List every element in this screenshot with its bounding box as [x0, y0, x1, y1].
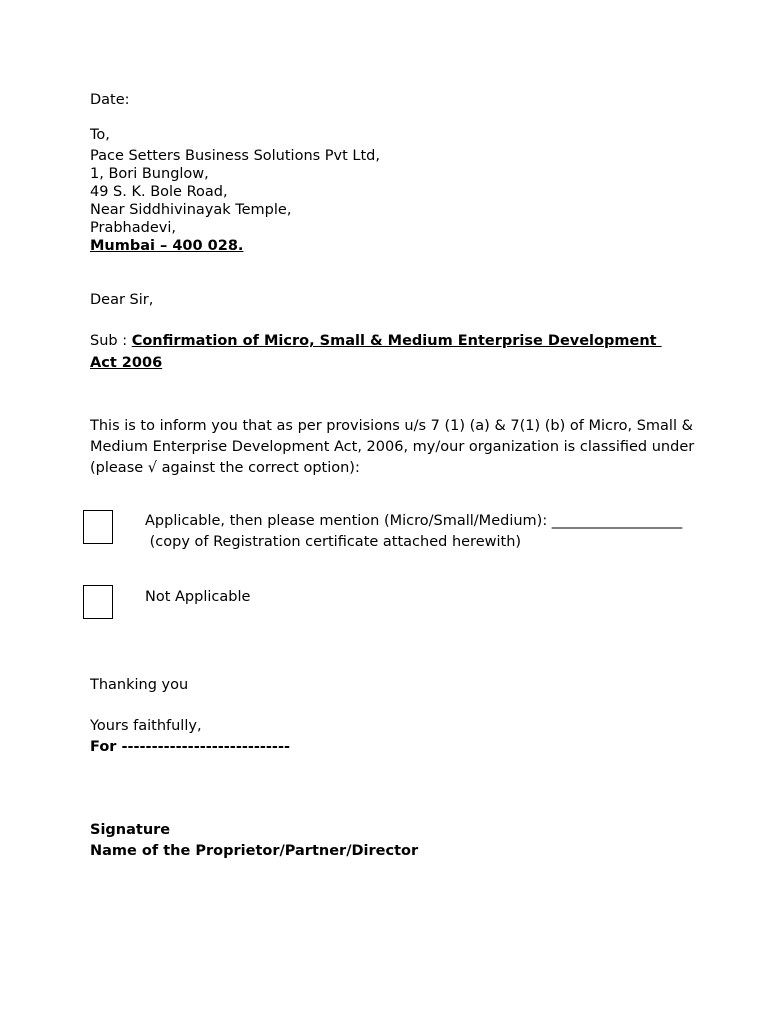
subject-line: [90, 333, 662, 349]
subject-title-continued: Act 2006: [90, 355, 163, 371]
signatory-name-label: Name of the Proprietor/Partner/Director: [90, 843, 419, 859]
address-line: 49 S. K. Bole Road,: [90, 184, 228, 200]
to-label: To,: [90, 127, 110, 143]
address-city: Mumbai – 400 028.: [90, 238, 244, 254]
subject-title: Confirmation of Micro, Small & Medium Enterprise Development: [131, 333, 662, 349]
address-line: Pace Setters Business Solutions Pvt Ltd,: [90, 148, 380, 164]
applicable-note: (copy of Registration certificate attached herewith): [145, 534, 522, 550]
subject-prefix: Sub :: [90, 333, 132, 349]
address-line: Near Siddhivinayak Temple,: [90, 202, 292, 218]
signature-label: Signature: [90, 822, 171, 838]
thanks-line: Thanking you: [90, 677, 189, 693]
date-label: Date:: [90, 92, 130, 108]
address-line: 1, Bori Bunglow,: [90, 166, 209, 182]
applicable-label: Applicable, then please mention (Micro/Small/Medium): __________________: [145, 513, 683, 529]
salutation: Dear Sir,: [90, 292, 154, 308]
not-applicable-label: Not Applicable: [145, 589, 251, 605]
for-line: For ----------------------------: [90, 739, 290, 755]
applicable-checkbox[interactable]: [83, 510, 113, 544]
address-line: Prabhadevi,: [90, 220, 176, 236]
not-applicable-checkbox[interactable]: [83, 585, 113, 619]
body-paragraph: This is to inform you that as per provisions u/s 7 (1) (a) & 7(1) (b) of Micro, Small & Medium Enterprise Development Act, 2006, my/our organization is classified under (please √ against the correct option):: [90, 418, 695, 476]
closing-line: Yours faithfully,: [90, 718, 202, 734]
